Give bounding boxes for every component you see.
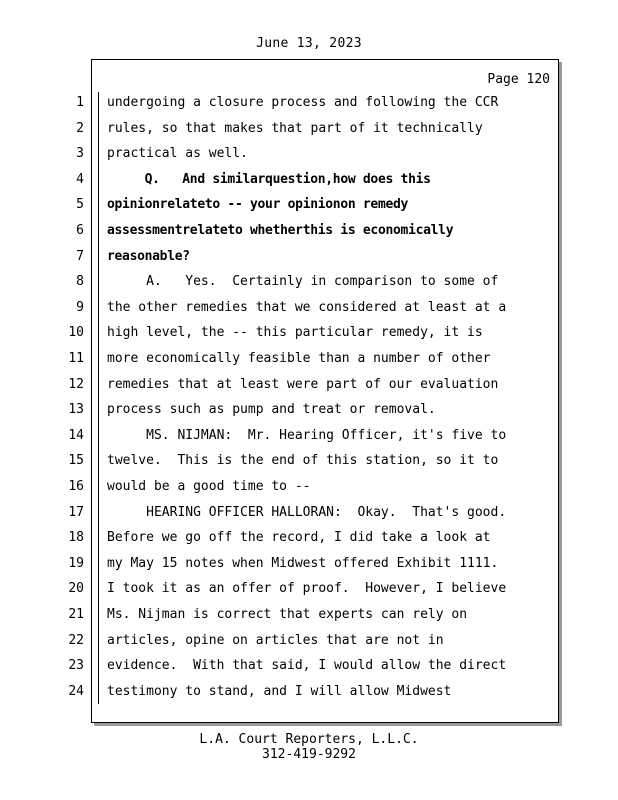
transcript-line [0, 167, 618, 193]
line-number: 17 [68, 504, 84, 520]
line-number: 2 [76, 120, 84, 136]
transcript-line [0, 576, 618, 602]
transcript-line [0, 628, 618, 654]
line-text: remedies that at least were part of our evaluation [107, 376, 499, 392]
transcript-line [0, 116, 618, 142]
transcript-line [0, 192, 618, 218]
transcript-line [0, 551, 618, 577]
line-text: Ms. Nijman is correct that experts can rely on [107, 607, 468, 622]
transcript-line [0, 320, 618, 346]
reporter-phone: 312-419-9292 [262, 747, 356, 762]
line-text: process such as pump and treat or removal. [107, 402, 436, 418]
line-text: assessmentrelateto whetherthis is economically [107, 223, 454, 238]
line-text: testimony to stand, and I will allow Midwest [107, 683, 452, 699]
line-text: rules, so that makes that part of it technically [107, 120, 483, 136]
line-number: 3 [76, 146, 84, 162]
line-number: 10 [68, 325, 84, 341]
line-number: 8 [76, 274, 84, 290]
transcript-line [0, 474, 618, 500]
line-text: high level, the -- this particular remedy, it is [107, 325, 483, 341]
transcript-line [0, 295, 618, 321]
transcript-line [0, 218, 618, 244]
transcript-line [0, 525, 618, 551]
line-text: more economically feasible than a number of other [107, 351, 491, 366]
transcript-line [0, 423, 618, 449]
transcript-date: June 13, 2023 [256, 36, 362, 51]
line-number: 19 [68, 555, 84, 571]
line-number: 6 [76, 223, 84, 238]
transcript-line [0, 448, 618, 474]
line-number: 12 [68, 376, 84, 392]
line-text: articles, opine on articles that are not in [107, 632, 444, 648]
page-number: Page 120 [487, 72, 550, 87]
line-number: 18 [68, 530, 84, 546]
line-number: 5 [76, 197, 84, 213]
transcript-line [0, 372, 618, 398]
line-number: 9 [76, 299, 84, 315]
line-number: 20 [68, 581, 84, 597]
line-number: 21 [68, 607, 84, 622]
transcript-line [0, 679, 618, 705]
line-text: evidence. With that said, I would allow the direct [107, 658, 507, 674]
line-text: the other remedies that we considered at least at a [107, 299, 507, 315]
transcript-line [0, 500, 618, 526]
line-text: MS. NIJMAN: Mr. Hearing Officer, it's five to [107, 427, 507, 443]
line-number: 24 [68, 683, 84, 699]
line-text: opinionrelateto -- your opinionon remedy [107, 197, 409, 213]
line-number: 7 [76, 248, 84, 264]
line-text: Q. And similarquestion,how does this [107, 171, 431, 187]
line-text: reasonable? [107, 248, 190, 264]
line-number: 16 [68, 479, 84, 494]
line-number: 14 [68, 427, 84, 443]
transcript-line [0, 244, 618, 270]
line-number: 4 [76, 171, 84, 187]
reporter-firm: L.A. Court Reporters, L.L.C. [199, 732, 419, 747]
line-text: A. Yes. Certainly in comparison to some of [107, 274, 499, 290]
line-number: 23 [68, 658, 84, 674]
line-text: my May 15 notes when Midwest offered Exhibit 1111. [107, 555, 499, 571]
transcript-line [0, 602, 618, 628]
line-text: Before we go off the record, I did take a look at [107, 530, 491, 546]
line-number: 22 [68, 632, 84, 648]
line-number: 11 [68, 351, 84, 366]
line-number: 13 [68, 402, 84, 418]
transcript-line [0, 141, 618, 167]
transcript-line [0, 653, 618, 679]
line-text: would be a good time to -- [107, 479, 311, 494]
transcript-line [0, 90, 618, 116]
line-number: 1 [76, 95, 84, 110]
transcript-line [0, 269, 618, 295]
line-text: HEARING OFFICER HALLORAN: Okay. That's good. [107, 504, 507, 520]
line-text: I took it as an offer of proof. However, I believe [107, 581, 507, 597]
line-text: practical as well. [107, 146, 248, 162]
line-text: twelve. This is the end of this station, so it to [107, 453, 499, 469]
line-number: 15 [68, 453, 84, 469]
transcript-line [0, 397, 618, 423]
line-text: undergoing a closure process and following the CCR [107, 95, 499, 110]
transcript-line [0, 346, 618, 372]
